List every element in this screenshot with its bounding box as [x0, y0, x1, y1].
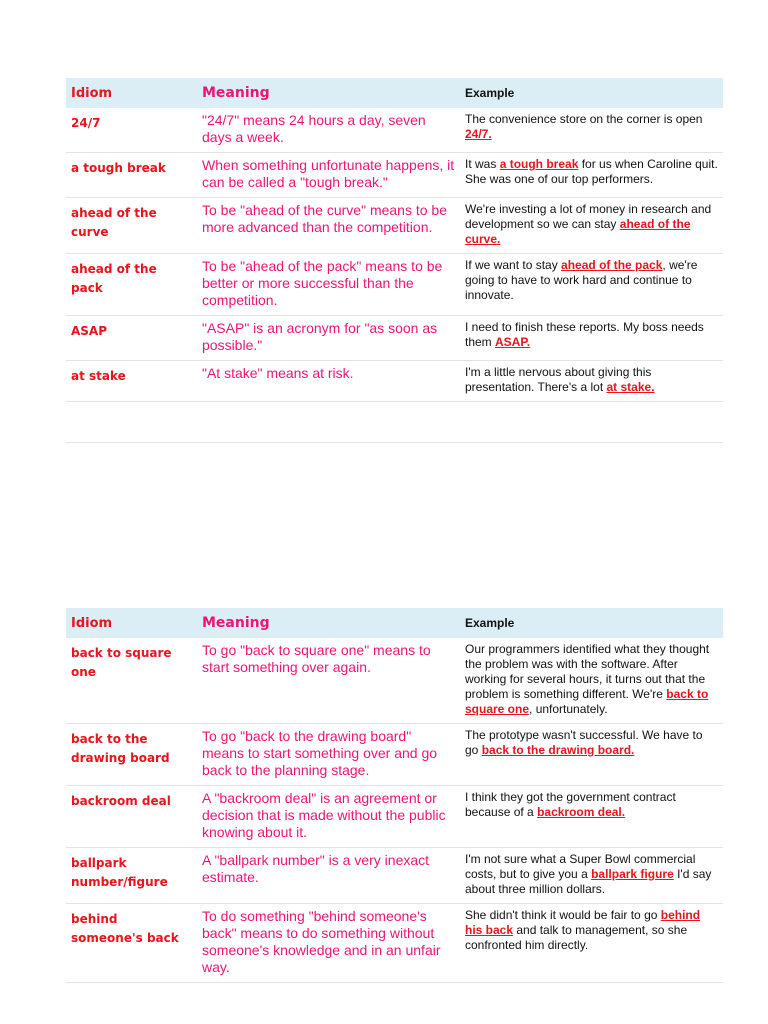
meaning-cell: "ASAP" is an acronym for "as soon as possible." [197, 316, 460, 361]
example-text: She didn't think it would be fair to go [465, 908, 661, 922]
example-text: The prototype wasn't successful. We have to go [465, 728, 703, 757]
example-text: for us when Caroline quit. She was one of our top performers. [465, 157, 718, 186]
meaning-column-header: Meaning [197, 608, 460, 638]
example-text: Our programmers identified what they thought the problem was with the software. After working for several hours, it turns out that the problem is something different. We're [465, 642, 710, 701]
idiom-highlight: back to square one [465, 687, 709, 716]
example-cell [460, 361, 723, 402]
idiom-highlight: back to the drawing board. [481, 743, 635, 757]
table-header-row [66, 608, 723, 638]
example-cell [460, 904, 723, 983]
idiom-column-header: Idiom [66, 608, 197, 638]
example-cell [460, 108, 723, 153]
idiom-cell: ASAP [66, 316, 197, 361]
idiom-highlight: behind his back [465, 908, 701, 937]
table-row [66, 254, 723, 316]
example-cell [460, 724, 723, 786]
idiom-cell: behind someone's back [66, 904, 197, 983]
empty-row [66, 402, 723, 443]
example-cell [460, 786, 723, 848]
empty-cell [66, 402, 197, 443]
example-cell [460, 316, 723, 361]
table-row [66, 153, 723, 198]
table-header-row [66, 78, 723, 108]
table-row [66, 786, 723, 848]
example-text: I'd say about three million dollars. [465, 867, 712, 896]
idiom-cell: ahead of the pack [66, 254, 197, 316]
meaning-column-header: Meaning [197, 78, 460, 108]
idiom-highlight: ahead of the pack [561, 258, 663, 272]
example-text: , we're going to have to work hard and continue to innovate. [465, 258, 698, 302]
idiom-cell: backroom deal [66, 786, 197, 848]
example-text: and talk to management, so she confronted him directly. [465, 923, 688, 952]
example-text: If we want to stay [465, 258, 562, 272]
example-cell [460, 198, 723, 254]
example-text: , unfortunately. [529, 702, 608, 716]
example-cell [460, 848, 723, 904]
meaning-cell: A "ballpark number" is a very inexact estimate. [197, 848, 460, 904]
table-row [66, 316, 723, 361]
table-row [66, 361, 723, 402]
meaning-cell: To go "back to the drawing board" means to start something over and go back to the planning stage. [197, 724, 460, 786]
idiom-cell: back to the drawing board [66, 724, 197, 786]
example-column-header: Example [460, 78, 723, 108]
example-cell [460, 153, 723, 198]
example-text: The convenience store on the corner is open [465, 112, 703, 126]
table-row [66, 904, 723, 983]
meaning-cell: To be "ahead of the pack" means to be better or more successful than the competition. [197, 254, 460, 316]
example-text: I'm not sure what a Super Bowl commercial costs, but to give you a [465, 852, 696, 881]
idiom-cell: 24/7 [66, 108, 197, 153]
idiom-cell: ballpark number/figure [66, 848, 197, 904]
example-text: I think they got the government contract because of a [465, 790, 676, 819]
meaning-cell: When something unfortunate happens, it can be called a "tough break." [197, 153, 460, 198]
table-row [66, 198, 723, 254]
idiom-highlight: 24/7. [465, 127, 492, 141]
example-text: It was [465, 157, 500, 171]
idiom-cell: back to square one [66, 638, 197, 724]
idiom-table-1 [66, 78, 723, 443]
example-column-header: Example [460, 608, 723, 638]
meaning-cell: To go "back to square one" means to start something over again. [197, 638, 460, 724]
meaning-cell: "At stake" means at risk. [197, 361, 460, 402]
idiom-cell: at stake [66, 361, 197, 402]
idiom-highlight: a tough break [499, 157, 579, 171]
idiom-table-2 [66, 608, 723, 983]
table-row [66, 638, 723, 724]
idiom-cell: ahead of the curve [66, 198, 197, 254]
example-cell [460, 254, 723, 316]
meaning-cell: To be "ahead of the curve" means to be more advanced than the competition. [197, 198, 460, 254]
idiom-highlight: ahead of the curve. [465, 217, 691, 246]
idiom-highlight: ballpark figure [591, 867, 674, 881]
example-text: We're investing a lot of money in research and development so we can stay [465, 202, 712, 231]
idiom-highlight: backroom deal. [537, 805, 626, 819]
example-cell [460, 638, 723, 724]
table-row [66, 108, 723, 153]
idiom-highlight: at stake. [606, 380, 655, 394]
example-text: I'm a little nervous about giving this presentation. There's a lot [465, 365, 652, 394]
empty-cell [197, 402, 460, 443]
table-row [66, 848, 723, 904]
idiom-highlight: ASAP. [495, 335, 531, 349]
idiom-cell: a tough break [66, 153, 197, 198]
meaning-cell: A "backroom deal" is an agreement or decision that is made without the public knowing about it. [197, 786, 460, 848]
empty-cell [460, 402, 723, 443]
example-text: I need to finish these reports. My boss needs them [465, 320, 704, 349]
meaning-cell: "24/7" means 24 hours a day, seven days a week. [197, 108, 460, 153]
idiom-column-header: Idiom [66, 78, 197, 108]
table-row [66, 724, 723, 786]
meaning-cell: To do something "behind someone's back" means to do something without someone's knowledge and in an unfair way. [197, 904, 460, 983]
